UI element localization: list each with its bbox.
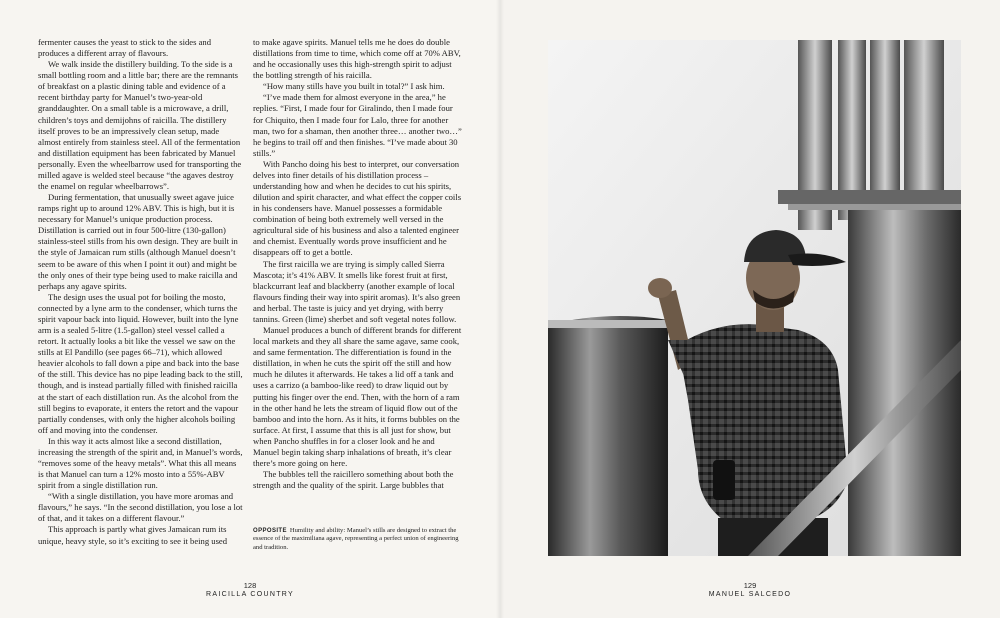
paragraph: “I’ve made them for almost everyone in the area,” he replies. “First, I made four for Giralindo, then I made four for Chiquito, then I made four for Lalo, three for another man, two for a shaman, then another three… another two…” he begins to trail off and then finishes. “I’ve made about 30 stills.” [253,92,462,158]
paragraph: In this way it acts almost like a second distillation, increasing the strength of the spirit and, in Manuel’s words, “removes some of the heavy metals”. What this all means is that Manuel can turn a 12% mosto into a 55%-ABV spirit from a single distillation run. [38,435,243,491]
paragraph: “How many stills have you built in total?” I ask him. [263,81,445,92]
text-column-2 [253,37,463,491]
folio-right [650,581,850,600]
caption-text: Humility and ability: Manuel’s stills are designed to extract the essence of the maximiliana agave, representing a perfect union of engineering and tradition. [253,527,459,551]
paragraph: The design uses the usual pot for boiling the mosto, connected by a lyne arm to the condenser, which turns the spirit vapour back into liquid. However, built into the lyne arm is a sealed 5-litre (1.5-gallon) steel vessel called a retort. It actually looks a bit like the vessel we saw on the stills at El Pandillo (see pages 66–71), which allowed heavier alcohols to fall down a pipe and back into the base of the still. This device has no pipe leading back to the still, though, and is instead partially filled with finished raicilla at the start of each distillation run. As the alcohol from the still begins to evaporate, it enters the retort and the vapour partially condenses, with only the higher alcohols boiling off and moving into the condenser. [38,291,243,435]
paragraph: fermenter causes the yeast to stick to the sides and produces a different array of flavours. [38,37,212,59]
paragraph: With Pancho doing his best to interpret, our conversation delves into finer details of his distillation process – understanding how and when he decides to cut his spirits, dilution and spirit character, and what effect the copper coils in his condensers have. Manuel possesses a formidable combination of being both extremely well versed in the agricultural side of his business and also a talented engineer and chemist. Eventually words prove insufficient and he disappears off to get a bottle. [253,158,462,258]
page-number: 128 [243,581,257,590]
paragraph: “With a single distillation, you have more aromas and flavours,” he says. “In the second distillation, you lose a lot of that, and it takes on a different flavour.” [38,491,243,524]
running-title: MANUEL SALCEDO [708,591,792,598]
photo-man-with-stills-icon [548,40,961,556]
book-gutter [496,0,504,618]
text-column-1 [38,37,243,547]
paragraph: Manuel produces a bunch of different brands for different local markets and they all share the same agave, same cook, and same fermentation. The differentiation is found in the distillation, in when he cuts the spirit off the still and how much he dilutes it afterwards. He takes a lid off a tank and uses a carrizo (a bamboo-like reed) to draw liquid out by putting his finger over the end. Then, with the horn of a ram in the other hand he lets the stream of liquid flow out of the bamboo and into the horn. As it hits, it forms bubbles on the surface. At first, I assume that this is all just for show, but when Pancho shuffles in for a closer look and he and Manuel begin taking sharp inhalations of breath, it’s clear there’s more going on here. [253,325,462,468]
photo-caption [253,527,463,552]
page-number: 129 [743,581,757,590]
folio-left [150,581,350,600]
paragraph: The bubbles tell the raicillero something about both the strength and the quality of the spirit. Large bubbles that [253,469,454,491]
paragraph: The first raicilla we are trying is simply called Sierra Mascota; it’s 41% ABV. It smells like forest fruit at first, blackcurrant leaf and blackberry (another example of local flavours finding their way into spirit aromas). It’s also green and herbal. The taste is juicy and yet drying, with berry tannins. Green (lime) sherbet and soft vegetal notes follow. [253,258,461,324]
paragraph: We walk inside the distillery building. To the side is a small bottling room and a little bar; there are the remnants of breakfast on a plastic dining table and evidence of a recent birthday party for Manuel’s two-year-old granddaughter. On a small table is a microwave, a drill, children’s toys and demijohns of raicilla. The distillery itself proves to be an impressively clean setup, made almost entirely from stainless steel. All of the fermentation and distillation equipment has been fabricated by Manuel personally. Even the wheelbarrow used for transporting the milled agave is welded steel because “the agaves destroy the enamel on regular wheelbarrows”. [38,59,242,192]
paragraph: This approach is partly what gives Jamaican rum its unique, heavy style, so it’s exciting to see it being used [38,524,228,546]
paragraph: During fermentation, that unusually sweet agave juice ramps right up to around 12% ABV. This is high, but it is necessary for Manuel’s unique production process. Distillation is carried out in four 500-litre (130-gallon) stainless-steel stills from his own design. They are built in the style of Jamaican rum stills (although Manuel doesn’t seem to be aware of this when I point it out) and might be the only ones of their type being used to make raicilla and perhaps any agave spirits. [38,192,238,291]
running-title: RAICILLA COUNTRY [206,591,294,598]
paragraph: to make agave spirits. Manuel tells me he does do double distillations from time to time, which come off at 70% ABV, and he occasionally uses this high-strength spirit to adjust the bottling strength of his raicilla. [253,37,461,81]
caption-label: OPPOSITE [253,528,287,534]
